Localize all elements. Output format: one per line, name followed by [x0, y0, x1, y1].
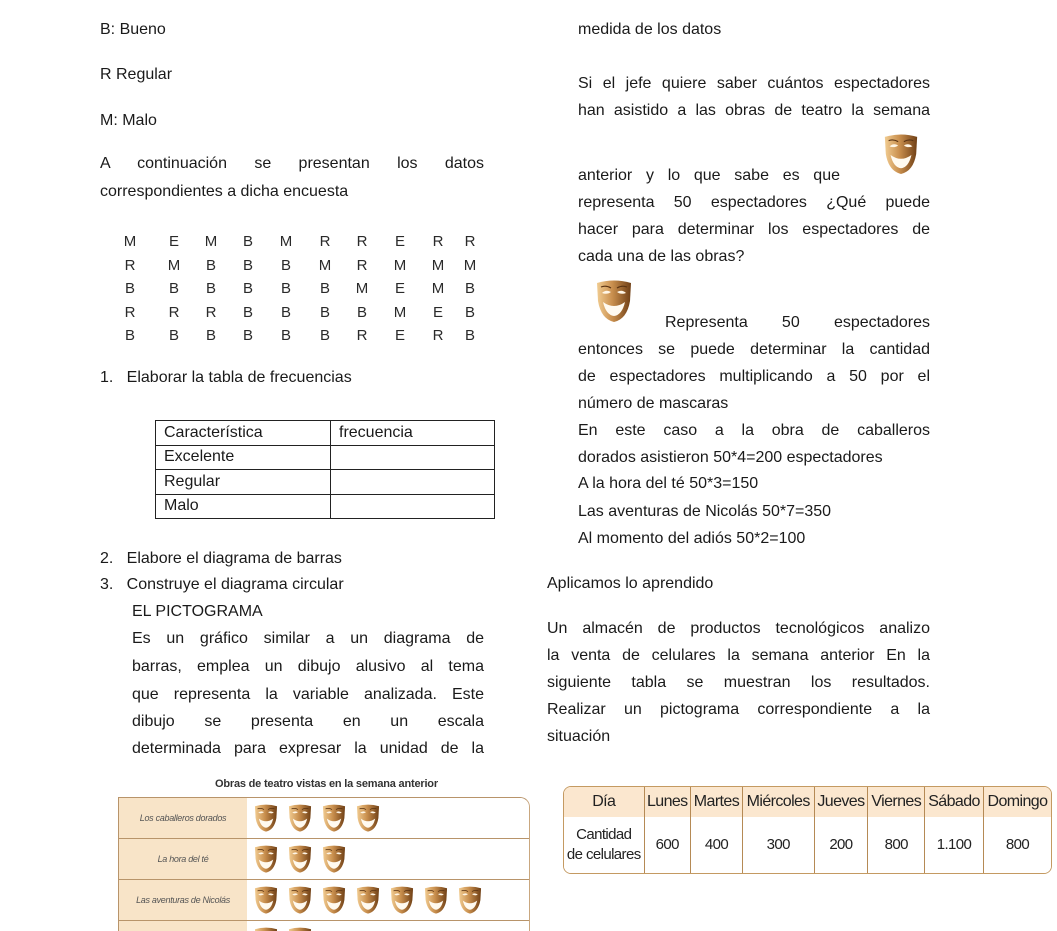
- survey-cell: R: [356, 233, 368, 250]
- survey-row: [118, 280, 478, 304]
- survey-row: [118, 304, 478, 328]
- sales-table: [563, 786, 1052, 874]
- table-row: [156, 470, 495, 495]
- row-label-cantidad: [564, 817, 644, 873]
- question-line-4: representa 50 espectadores ¿Qué puede: [578, 194, 930, 211]
- survey-cell: E: [168, 233, 180, 250]
- question-line-6: cada una de las obras?: [578, 248, 745, 265]
- intro-line-1: A continuación se presentan los datos: [100, 155, 484, 172]
- row-label-line-2: de celulares: [566, 846, 641, 863]
- survey-cell: B: [242, 256, 254, 274]
- answer-line-7: A la hora del té 50*3=150: [578, 475, 759, 492]
- apply-line-1: Un almacén de productos tecnológicos analizo: [547, 620, 930, 637]
- theater-mask-icon: [287, 885, 313, 915]
- answer-line-9: Al momento del adiós 50*2=100: [578, 530, 806, 547]
- survey-cell: M: [463, 256, 477, 274]
- pictogram-row: [119, 798, 529, 839]
- survey-cell: B: [280, 303, 292, 321]
- survey-row: [118, 233, 478, 257]
- survey-cell: M: [167, 256, 181, 274]
- answer-line-6: dorados asistieron 50*4=200 espectadores: [578, 449, 883, 466]
- continuation-text: medida de los datos: [578, 21, 722, 38]
- table-row: [156, 494, 495, 519]
- survey-cell: R: [168, 303, 180, 321]
- survey-cell: B: [356, 303, 368, 321]
- survey-cell: B: [124, 327, 136, 345]
- question-line-3: anterior y lo que sabe es que: [578, 167, 840, 184]
- survey-cell: B: [319, 327, 331, 345]
- header-frecuencia: frecuencia: [331, 421, 495, 446]
- answer-line-3: de espectadores multiplicando a 50 por el: [578, 368, 930, 385]
- sales-value: 800: [983, 817, 1051, 873]
- theater-mask-icon: [287, 803, 313, 833]
- survey-cell: B: [280, 280, 292, 298]
- survey-cell: R: [319, 233, 331, 250]
- frequency-table: [155, 420, 495, 519]
- pictogram-category-label: Las aventuras de Nicolás: [119, 880, 247, 920]
- theater-mask-icon: [321, 844, 347, 874]
- theater-mask-icon: [882, 132, 920, 176]
- pictograma-text-3: que representa la variable analizada. Este: [132, 686, 484, 703]
- survey-cell: E: [432, 303, 444, 321]
- theater-mask-icon: [321, 885, 347, 915]
- task-3: 3. Construye el diagrama circular: [100, 576, 344, 593]
- pictogram-row: [119, 839, 529, 880]
- survey-cell: M: [431, 256, 445, 274]
- apply-heading: Aplicamos lo aprendido: [547, 575, 714, 592]
- pictogram-row: [119, 921, 529, 931]
- survey-row: [118, 257, 478, 281]
- survey-cell: M: [279, 233, 293, 250]
- survey-cell: B: [205, 280, 217, 298]
- pictograma-heading: EL PICTOGRAMA: [132, 603, 263, 620]
- survey-cell: B: [319, 280, 331, 298]
- task-2: 2. Elabore el diagrama de barras: [100, 550, 342, 567]
- survey-cell: B: [242, 233, 254, 250]
- question-line-2: han asistido a las obras de teatro la semana: [578, 102, 930, 119]
- answer-line-8: Las aventuras de Nicolás 50*7=350: [578, 503, 832, 520]
- survey-cell: R: [432, 327, 444, 345]
- row-label: Excelente: [156, 445, 331, 470]
- question-line-5: hacer para determinar los espectadores de: [578, 221, 930, 238]
- theater-mask-icon: [389, 885, 415, 915]
- answer-line-2: entonces se puede determinar la cantidad: [578, 341, 930, 358]
- theater-mask-icon: [355, 885, 381, 915]
- pictogram-mask-group: [247, 921, 529, 931]
- pictogram-mask-group: [247, 880, 529, 920]
- theater-mask-icon: [321, 803, 347, 833]
- frequency-table-header: [156, 421, 495, 446]
- pictogram-category-label: Los caballeros dorados: [119, 798, 247, 838]
- pictograma-text-5: determinada para expresar la unidad de la: [132, 740, 484, 757]
- header-dia: Día: [564, 787, 644, 817]
- sales-value: 1.100: [925, 817, 984, 873]
- survey-cell: B: [319, 303, 331, 321]
- survey-cell: E: [394, 327, 406, 345]
- survey-cell: R: [124, 303, 136, 321]
- survey-cell: B: [242, 303, 254, 321]
- survey-cell: B: [168, 280, 180, 298]
- survey-cell: R: [432, 233, 444, 250]
- theater-mask-icon: [423, 885, 449, 915]
- day-header: Lunes: [644, 787, 691, 817]
- pictogram-title: Obras de teatro vistas en la semana anterior: [215, 778, 438, 790]
- survey-cell: B: [464, 280, 476, 298]
- pictogram-category-label: [119, 921, 247, 931]
- survey-cell: B: [242, 327, 254, 345]
- apply-line-5: situación: [547, 728, 611, 745]
- theater-mask-icon: [287, 844, 313, 874]
- pictogram-row: [119, 880, 529, 921]
- survey-cell: B: [280, 256, 292, 274]
- answer-line-4: número de mascaras: [578, 395, 729, 412]
- table-row: [156, 445, 495, 470]
- answer-line-1: Representa 50 espectadores: [665, 314, 930, 331]
- survey-cell: E: [394, 233, 406, 250]
- row-label-line-1: Cantidad: [576, 826, 632, 843]
- pictograma-text-2: barras, emplea un dibujo alusivo al tema: [132, 658, 484, 675]
- survey-cell: B: [168, 327, 180, 345]
- theater-mask-icon: [355, 803, 381, 833]
- survey-cell: B: [205, 256, 217, 274]
- intro-line-2: correspondientes a dicha encuesta: [100, 183, 349, 200]
- theater-mask-icon: [253, 885, 279, 915]
- row-label: Regular: [156, 470, 331, 495]
- survey-cell: B: [280, 327, 292, 345]
- theater-mask-icon: [457, 885, 483, 915]
- survey-cell: M: [204, 233, 218, 250]
- pictogram-mask-group: [247, 839, 529, 879]
- sales-value: 600: [644, 817, 691, 873]
- row-label: Malo: [156, 494, 331, 519]
- sales-value: 400: [691, 817, 743, 873]
- survey-cell: R: [205, 303, 217, 321]
- day-header: Martes: [691, 787, 743, 817]
- apply-line-4: Realizar un pictograma correspondiente a la: [547, 701, 930, 718]
- day-header: Sábado: [925, 787, 984, 817]
- legend-bueno: B: Bueno: [100, 21, 166, 38]
- pictogram-mask-group: [247, 798, 529, 838]
- survey-cell: R: [124, 256, 136, 274]
- day-header: Viernes: [868, 787, 925, 817]
- survey-cell: B: [124, 280, 136, 298]
- survey-cell: M: [355, 280, 369, 298]
- theater-mask-icon: [287, 926, 313, 931]
- pictograma-text-1: Es un gráfico similar a un diagrama de: [132, 630, 484, 647]
- survey-cell: R: [356, 327, 368, 345]
- apply-line-2: la venta de celulares la semana anterior En la: [547, 647, 930, 664]
- legend-regular: R Regular: [100, 66, 173, 83]
- sales-value: 800: [868, 817, 925, 873]
- theater-mask-icon: [253, 844, 279, 874]
- sales-value: 200: [814, 817, 868, 873]
- survey-cell: R: [464, 233, 476, 250]
- pictograma-text-4: dibujo se presenta en un escala: [132, 713, 484, 730]
- frequency-cell[interactable]: [331, 470, 495, 495]
- legend-malo: M: Malo: [100, 112, 157, 129]
- survey-cell: M: [123, 233, 137, 250]
- survey-cell: M: [318, 256, 332, 274]
- survey-cell: B: [205, 327, 217, 345]
- header-caracteristica: Característica: [156, 421, 331, 446]
- survey-cell: B: [464, 303, 476, 321]
- pictogram-chart: [118, 797, 530, 931]
- survey-row: [118, 327, 478, 351]
- survey-data-grid: [118, 233, 478, 351]
- theater-mask-icon: [253, 803, 279, 833]
- day-header: Miércoles: [742, 787, 814, 817]
- sales-value: 300: [742, 817, 814, 873]
- day-header: Jueves: [814, 787, 868, 817]
- survey-cell: M: [431, 280, 445, 298]
- day-header: Domingo: [983, 787, 1051, 817]
- theater-mask-icon: [253, 926, 279, 931]
- frequency-cell[interactable]: [331, 494, 495, 519]
- task-1: 1. Elaborar la tabla de frecuencias: [100, 369, 352, 386]
- frequency-cell[interactable]: [331, 445, 495, 470]
- survey-cell: M: [393, 303, 407, 321]
- question-line-1: Si el jefe quiere saber cuántos espectadores: [578, 75, 930, 92]
- survey-cell: M: [393, 256, 407, 274]
- survey-cell: B: [464, 327, 476, 345]
- survey-cell: R: [356, 256, 368, 274]
- pictogram-category-label: La hora del té: [119, 839, 247, 879]
- apply-line-3: siguiente tabla se muestran los resultados.: [547, 674, 930, 691]
- survey-cell: E: [394, 280, 406, 298]
- answer-line-5: En este caso a la obra de caballeros: [578, 422, 930, 439]
- theater-mask-icon: [594, 277, 634, 325]
- survey-cell: B: [242, 280, 254, 298]
